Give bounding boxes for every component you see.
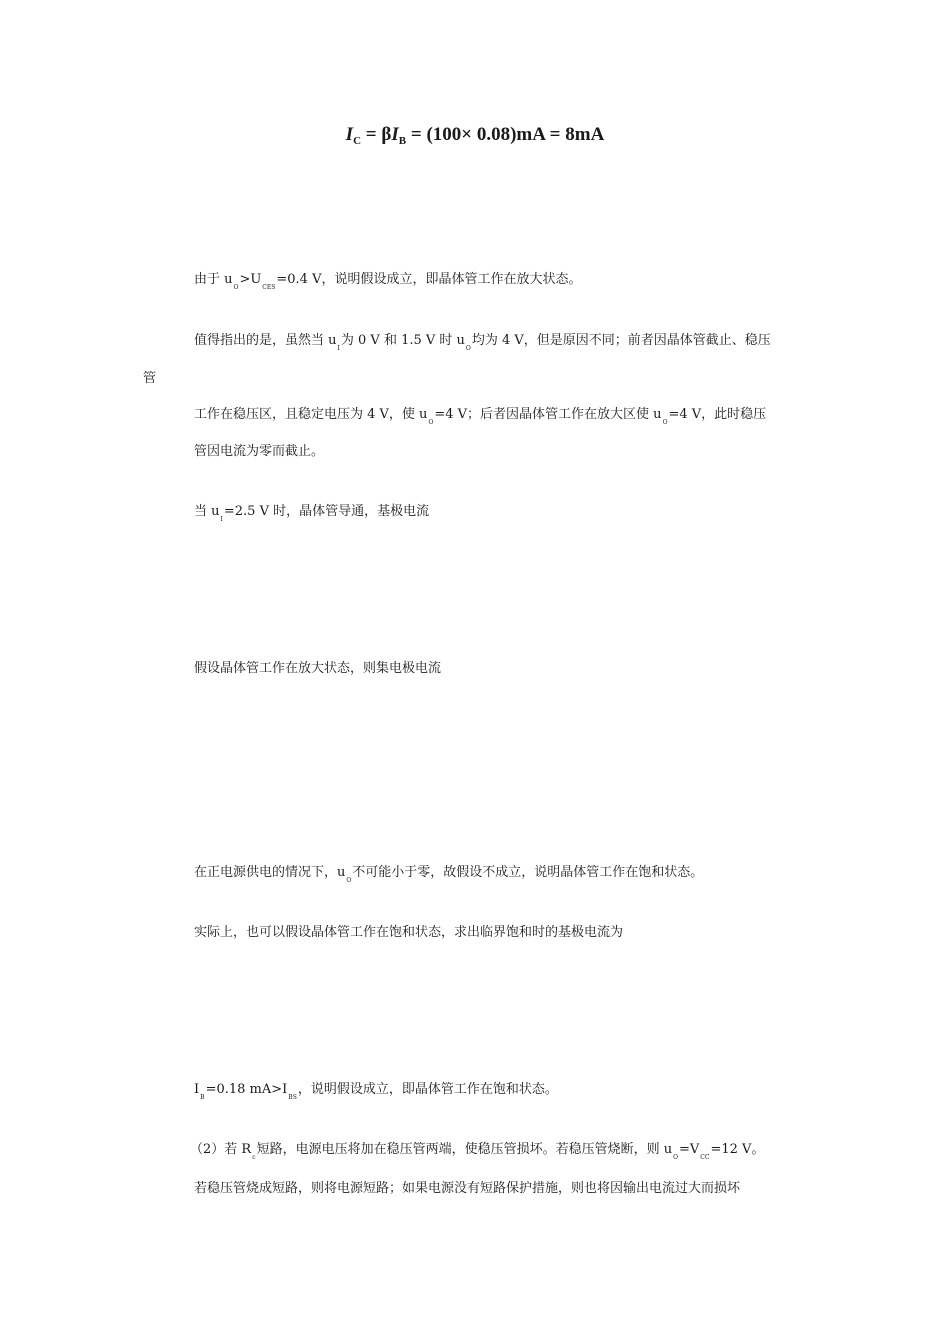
paragraph-ib-comparison: $I_B=0.18$ $mA>I_{BS}$，说明假设成立，即晶体管工作在饱和状态。	[194, 1082, 558, 1101]
paragraph-saturation-conclusion: 在正电源供电的情况下，$u_O$不可能小于零，故假设不成立，说明晶体管工作在饱和状态。	[194, 865, 704, 884]
paragraph-amplify-conclusion: 由于 $u_O>U_{CES}=0.4$ V，说明假设成立，即晶体管工作在放大状态。	[194, 272, 582, 291]
paragraph-part2-line2: 若稳压管烧成短路，则将电源短路；如果电源没有短路保护措施，则也将因输出电流过大而损坏	[194, 1181, 741, 1196]
paragraph-note-line3: 管因电流为零而截止。	[194, 444, 325, 459]
paragraph-note-line1: 值得指出的是，虽然当 $u_I$为 0 V 和 1.5 V 时 $u_O$均为 4 V，但是原因不同；前者因晶体管截止、稳压	[194, 333, 771, 352]
paragraph-note-wrap: 管	[143, 371, 157, 386]
paragraph-collector-assumption: 假设晶体管工作在放大状态，则集电极电流	[194, 661, 442, 676]
paragraph-part2-line1: （2）若 $R_c$短路，电源电压将加在稳压管两端，使稳压管损坏。若稳压管烧断，则 $u_O=V_{CC}=12$ V。	[190, 1142, 765, 1161]
paragraph-note-line2: 工作在稳压区，且稳定电压为 4 V，使 $u_O=4$ V；后者因晶体管工作在放大区使 $u_O=4$ V，此时稳压	[194, 407, 767, 426]
paragraph-saturation-alternative: 实际上，也可以假设晶体管工作在饱和状态，求出临界饱和时的基极电流为	[194, 925, 624, 940]
equation-collector-current: $I_C = \beta I_B = (100\times 0.08)mA = 8mA$	[345, 124, 605, 147]
paragraph-base-current: 当 $u_I=2.5$ V 时，晶体管导通，基极电流	[194, 504, 430, 523]
